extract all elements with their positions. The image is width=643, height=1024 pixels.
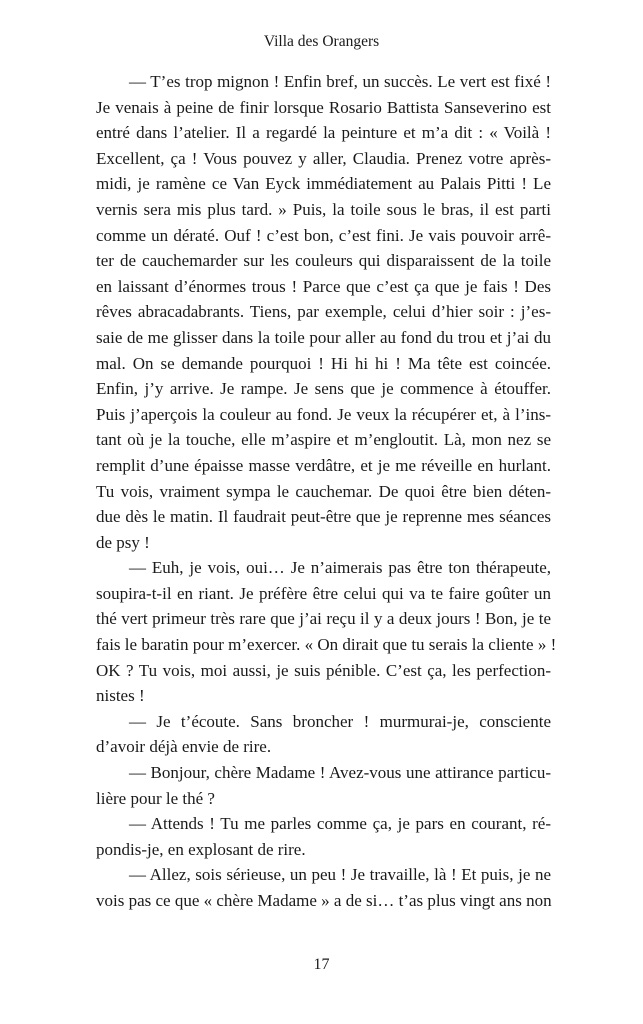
text-line: mal. On se demande pourquoi ! Hi hi hi ! Ma tête est coincée.	[96, 353, 551, 373]
paragraph	[96, 760, 551, 811]
text-line: lière pour le thé ?	[96, 788, 215, 808]
text-line: Je venais à peine de finir lorsque Rosario Battista Sanseverino est	[96, 97, 551, 117]
text-line: due dès le matin. Il faudrait peut-être que je reprenne mes séances	[96, 507, 551, 527]
text-line: thé vert primeur très rare que j’ai reçu il y a deux jours ! Bon, je te	[96, 609, 551, 629]
text-line: remplit d’une épaisse masse verdâtre, et je me réveille en hurlant.	[96, 455, 551, 475]
text-line: tant où je la touche, elle m’aspire et m’engloutit. Là, mon nez se	[96, 430, 551, 450]
text-line: Puis j’aperçois la couleur au fond. Je veux la récupérer et, à l’ins-	[96, 404, 551, 424]
page-body	[96, 69, 557, 914]
text-line: nistes !	[96, 686, 145, 706]
text-line: — Allez, sois sérieuse, un peu ! Je travaille, là ! Et puis, je ne	[129, 865, 551, 885]
text-line: de psy !	[96, 532, 150, 552]
text-line: pondis-je, en explosant de rire.	[96, 839, 306, 859]
paragraph	[96, 555, 557, 709]
paragraph	[96, 709, 551, 760]
text-line: ter de cauchemarder sur les couleurs qui disparaissent de la toile	[96, 251, 551, 271]
text-line: rêves abracadabrants. Tiens, par exemple, celui d’hier soir : j’es-	[96, 302, 551, 322]
text-line: soupira-t-il en riant. Je préfère être celui qui va te faire goûter un	[96, 583, 551, 603]
text-line: Excellent, ça ! Vous pouvez y aller, Claudia. Prenez votre après-	[96, 148, 551, 168]
text-line: — Attends ! Tu me parles comme ça, je pars en courant, ré-	[129, 814, 551, 834]
text-line: en laissant d’énormes trous ! Parce que c’est ça que je fais ! Des	[96, 276, 551, 296]
text-line: d’avoir déjà envie de rire.	[96, 737, 272, 757]
text-line: — Bonjour, chère Madame ! Avez-vous une attirance particu-	[129, 763, 551, 783]
text-line: entré dans l’atelier. Il a regardé la peinture et m’a dit : « Voilà !	[96, 123, 551, 143]
text-line: saie de me glisser dans la toile pour aller au fond du trou et j’ai du	[96, 327, 551, 347]
text-line: — T’es trop mignon ! Enfin bref, un succès. Le vert est fixé !	[129, 72, 551, 91]
text-line: Tu vois, vraiment sympa le cauchemar. De quoi être bien déten-	[96, 481, 551, 501]
running-header: Villa des Orangers	[263, 33, 380, 50]
text-line: midi, je ramène ce Van Eyck immédiatement au Palais Pitti ! Le	[96, 174, 551, 194]
page-number: 17	[313, 956, 330, 973]
paragraph	[96, 811, 551, 862]
text-line: — Euh, je vois, oui… Je n’aimerais pas être ton thérapeute,	[129, 558, 551, 578]
paragraph	[96, 862, 551, 913]
text-line: vernis sera mis plus tard. » Puis, la toile sous le bras, il est parti	[96, 199, 551, 219]
text-line: — Je t’écoute. Sans broncher ! murmurai-je, consciente	[129, 711, 551, 731]
text-line: OK ? Tu vois, moi aussi, je suis pénible. C’est ça, les perfection-	[96, 660, 551, 680]
text-line: vois pas ce que « chère Madame » a de si… t’as plus vingt ans non	[96, 891, 552, 910]
text-line: comme un dératé. Ouf ! c’est bon, c’est fini. Je vais pouvoir arrê-	[96, 225, 551, 245]
text-line: fais le baratin pour m’exercer. « On dirait que tu serais la cliente » !	[96, 635, 557, 655]
paragraph	[96, 69, 551, 555]
text-line: Enfin, j’y arrive. Je rampe. Je sens que je commence à étouffer.	[96, 379, 551, 399]
